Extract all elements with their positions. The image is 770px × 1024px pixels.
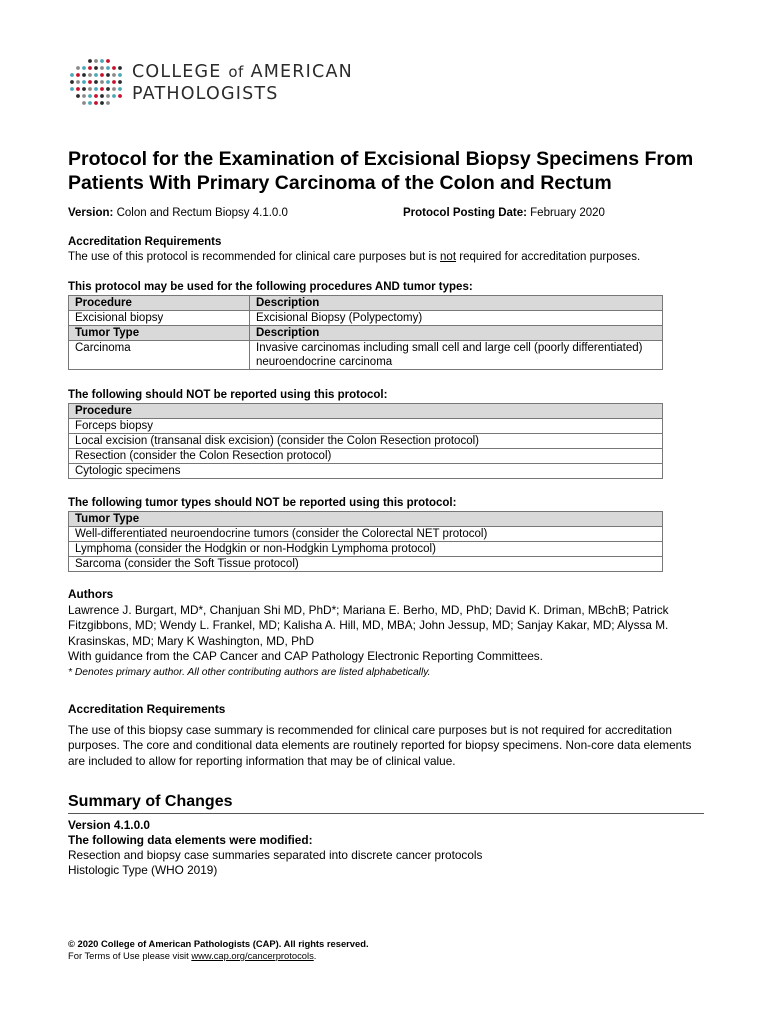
authors-note: * Denotes primary author. All other contributing authors are listed alphabetically. <box>68 666 431 678</box>
authors-guidance: With guidance from the CAP Cancer and CAP Pathology Electronic Reporting Committees. <box>68 649 543 663</box>
summary-item: Resection and biopsy case summaries separated into discrete cancer protocols <box>68 848 483 862</box>
authors-section <box>68 587 704 680</box>
cap-logo-text: COLLEGE of AMERICAN PATHOLOGISTS <box>132 62 353 104</box>
version-info: Version: Colon and Rectum Biopsy 4.1.0.0 <box>68 207 288 219</box>
authors-heading: Authors <box>68 587 114 601</box>
summary-version: Version 4.1.0.0 <box>68 818 150 832</box>
table-row: Well-differentiated neuroendocrine tumors (consider the Colorectal NET protocol) <box>69 526 663 541</box>
summary-title: Summary of Changes <box>68 793 704 814</box>
not-procedures-section <box>68 388 704 479</box>
terms-link[interactable]: www.cap.org/cancerprotocols <box>191 950 314 961</box>
table-row: Forceps biopsy <box>69 418 663 433</box>
table-header-row: Tumor Type Description <box>69 325 663 340</box>
accreditation-heading: Accreditation Requirements <box>68 236 222 248</box>
cap-logo-dots-icon <box>68 56 124 112</box>
accreditation-section <box>68 235 704 264</box>
table-row: Lymphoma (consider the Hodgkin or non-Hodgkin Lymphoma protocol) <box>69 541 663 556</box>
accreditation-section-2 <box>68 702 704 769</box>
not-procedures-table <box>68 403 663 479</box>
version-row <box>68 207 708 219</box>
page-title: Protocol for the Examination of Excisional Biopsy Specimens From Patients With Primary Carcinoma of the Colon and Rectum <box>68 148 694 194</box>
copyright: © 2020 College of American Pathologists (CAP). All rights reserved. <box>68 938 369 949</box>
terms-line: For Terms of Use please visit www.cap.org/cancerprotocols. <box>68 950 317 961</box>
summary-item: Histologic Type (WHO 2019) <box>68 863 218 877</box>
footer <box>68 938 704 962</box>
summary-section <box>68 818 704 878</box>
cap-logo <box>68 56 368 112</box>
authors-names: Lawrence J. Burgart, MD*, Chanjuan Shi MD, PhD*; Mariana E. Berho, MD, PhD; David K. Driman, MBchB; Patrick Fitzgibbons, MD; Wendy L. Frankel, MD; Kalisha A. Hill, MD, MBA; John Jessup, MD; Sanjay Kakar, MD; Alyssa M. Krasinskas, MD; Mary K Washington, MD, PhD <box>68 602 669 648</box>
procedures-heading: This protocol may be used for the following procedures AND tumor types: <box>68 281 473 293</box>
accreditation-text: The use of this protocol is recommended for clinical care purposes but is not required for accreditation purposes. <box>68 250 641 263</box>
table-header-row: Procedure Description <box>69 295 663 310</box>
posting-date: Protocol Posting Date: February 2020 <box>403 207 605 219</box>
procedures-section <box>68 280 704 370</box>
not-tumors-section <box>68 496 704 572</box>
summary-subheading: The following data elements were modified: <box>68 833 313 847</box>
accreditation2-text: The use of this biopsy case summary is recommended for clinical care purposes but is not required for accreditation purposes. The core and conditional data elements are routinely reported for biopsy specimens. Non-core data elements are included to allow for reporting information that may be of clinical value. <box>68 722 692 768</box>
table-row: Local excision (transanal disk excision) (consider the Colon Resection protocol) <box>69 433 663 448</box>
not-procedures-heading: The following should NOT be reported using this protocol: <box>68 389 388 401</box>
table-row: Cytologic specimens <box>69 463 663 478</box>
accreditation2-heading: Accreditation Requirements <box>68 702 226 716</box>
table-row: Sarcoma (consider the Soft Tissue protocol) <box>69 556 663 571</box>
procedures-table <box>68 295 663 370</box>
table-row: Excisional biopsy Excisional Biopsy (Polypectomy) <box>69 310 663 325</box>
not-tumors-heading: The following tumor types should NOT be reported using this protocol: <box>68 497 457 509</box>
table-row: Resection (consider the Colon Resection protocol) <box>69 448 663 463</box>
not-tumors-table <box>68 511 663 572</box>
table-row: Carcinoma Invasive carcinomas including small cell and large cell (poorly differentiated) neuroendocrine carcinoma <box>69 340 663 369</box>
table-header-row: Tumor Type <box>69 511 663 526</box>
table-header-row: Procedure <box>69 403 663 418</box>
